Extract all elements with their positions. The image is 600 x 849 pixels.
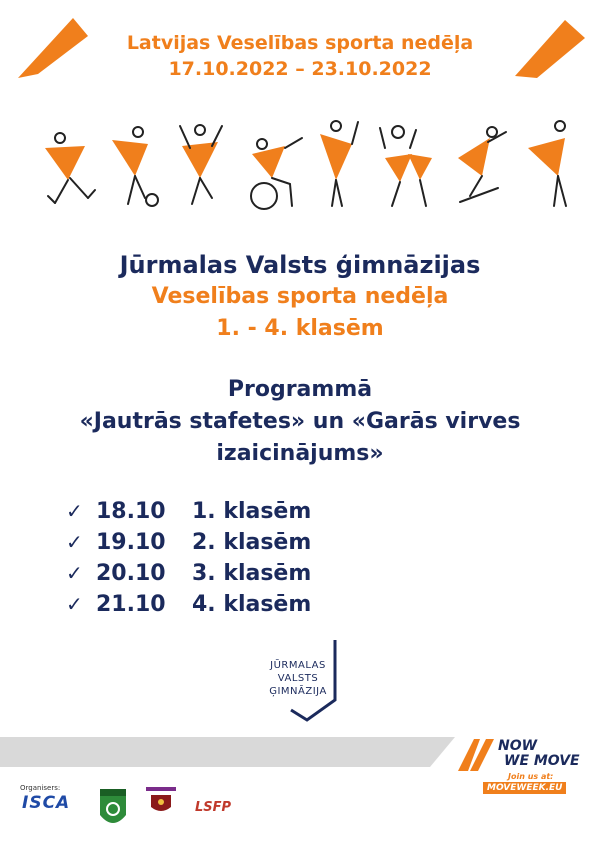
schedule-row <box>66 558 311 588</box>
schedule-list <box>66 496 466 626</box>
lsa-shield-logo-icon <box>98 787 128 831</box>
school-name: Jūrmalas Valsts ģimnāzijas <box>119 251 481 279</box>
organisers-label: Organisers: <box>20 784 61 792</box>
schedule-grade: 1. klasēm <box>192 498 312 524</box>
schedule-date: 19.10 <box>96 529 166 555</box>
we-move-text: WE MOVE <box>504 753 580 769</box>
schedule-grade: 3. klasēm <box>192 560 312 586</box>
logo-line-2: VALSTS <box>277 673 319 684</box>
logo-line-1: JŪRMALAS <box>270 660 326 671</box>
event-title: Veselības sporta nedēļa <box>151 284 449 309</box>
grades-range: 1. - 4. klasēm <box>216 316 384 341</box>
school-logo <box>235 622 365 734</box>
schedule-row <box>66 589 311 619</box>
now-text: NOW <box>498 738 538 754</box>
schedule-grade: 4. klasēm <box>192 591 312 617</box>
wheelchair-figure <box>251 138 302 209</box>
schedule-date: 20.10 <box>96 560 166 586</box>
now-we-move-logo-icon <box>456 735 496 775</box>
racket-figure <box>320 121 358 206</box>
stretch-figure <box>528 121 566 206</box>
runner-figure <box>45 133 95 203</box>
checkmark-icon: ✓ <box>66 530 83 554</box>
sport-figures-illustration <box>40 118 580 218</box>
logo-line-3: ĢIMNĀZIJA <box>269 686 327 697</box>
checkmark-icon: ✓ <box>66 592 83 616</box>
isca-logo: ISCA <box>22 793 71 813</box>
schedule-date: 18.10 <box>96 498 166 524</box>
schedule-row <box>66 496 311 526</box>
checkmark-icon: ✓ <box>66 499 83 523</box>
program-line-1: «Jautrās stafetes» un «Garās virves <box>79 409 521 434</box>
ball-player-figure <box>112 127 158 206</box>
ministry-crest-icon <box>146 787 176 817</box>
program-line-2: izaicinājums» <box>216 441 384 466</box>
lsfp-logo: LSFP <box>195 800 232 815</box>
header-title: Latvijas Veselības sporta nedēļa <box>126 32 474 54</box>
schedule-row <box>66 527 311 557</box>
dancer-figure <box>380 126 432 206</box>
join-us-text: Join us at: <box>508 772 554 781</box>
skier-figure <box>458 127 506 202</box>
schedule-date: 21.10 <box>96 591 166 617</box>
checkmark-icon: ✓ <box>66 561 83 585</box>
program-label: Programmā <box>227 377 373 402</box>
schedule-grade: 2. klasēm <box>192 529 312 555</box>
jumper-figure <box>180 125 222 204</box>
moveweek-badge[interactable]: MOVEWEEK.EU <box>483 782 566 794</box>
header-dates: 17.10.2022 – 23.10.2022 <box>168 58 432 80</box>
